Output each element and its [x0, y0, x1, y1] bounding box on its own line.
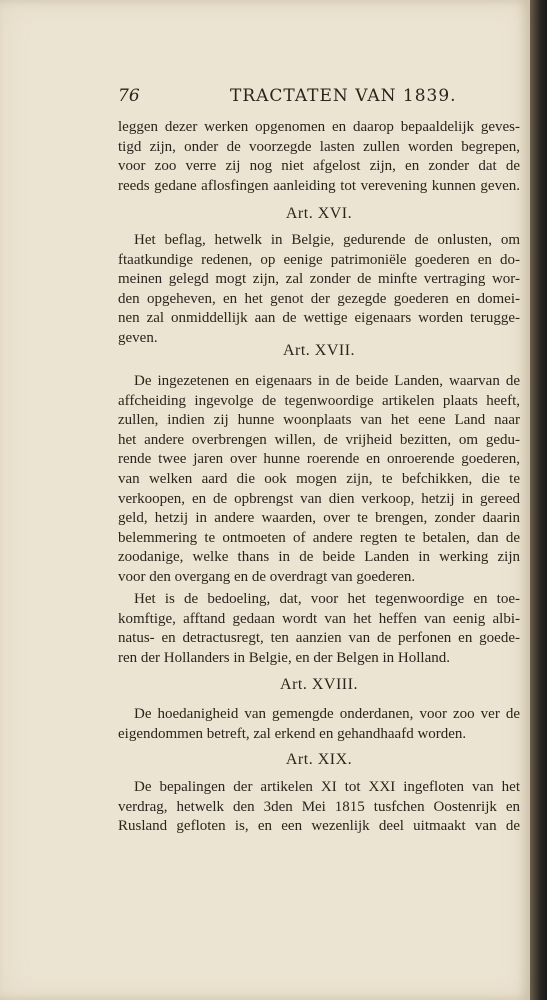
page-number: 76 [118, 86, 140, 106]
text-line: nen zal onmiddellijk aan de wettige eigenaars worden terugge- [118, 310, 520, 327]
paragraph-continuation [118, 118, 520, 196]
text-line: meinen gelegd mogt zijn, zal zonder de minfte vertraging wor- [118, 271, 520, 288]
text-line: voor zoo verre zij nog niet afgelost zijn, en zonder dat de [118, 158, 520, 175]
running-title: TRACTATEN VAN 1839. [230, 86, 457, 106]
text-line: affcheiding ingevolge de tegenwoordige artikelen plaats heeft, [118, 392, 520, 409]
article-18-text [118, 705, 520, 744]
text-line: Rusland gefloten is, en een wezenlijk deel uitmaakt van de [118, 818, 520, 835]
article-heading: Art. XVII. [282, 342, 356, 359]
text-line: komftige, afftand gedaan wordt van het heffen van eenig albi- [118, 610, 520, 627]
article-17-text [118, 372, 520, 588]
text-line: zoodanige, welke thans in de beide Landen in werking zijn [118, 549, 520, 566]
text-line: leggen dezer werken opgenomen en daarop bepaaldelijk geves- [118, 119, 520, 135]
text-line: natus- en detractusregt, ten aanzien van de perfonen en goede- [118, 630, 520, 647]
text-line: tigd zijn, onder de voorzegde lasten zullen worden begrepen, [118, 138, 520, 155]
article-17-text-2 [118, 590, 520, 668]
text-line: De hoedanigheid van gemengde onderdanen, voor zoo ver de [134, 706, 520, 722]
text-line: reeds gedane aflosfingen aanleiding tot verevening kunnen geven. [118, 177, 520, 194]
article-19-text [118, 778, 520, 837]
text-line: geven. [118, 329, 158, 346]
text-line: Het beflag, hetwelk in Belgie, gedurende de onlusten, om [134, 232, 520, 248]
text-line: De bepalingen der artikelen XI tot XXI ingefloten van het [134, 779, 520, 795]
text-line: van welken aard die ook mogen zijn, te befchikken, die te [118, 470, 520, 487]
article-heading: Art. XIX. [285, 751, 353, 768]
text-line: den opgeheven, en het genot der gezegde goederen en domei- [118, 290, 520, 307]
text-line: geld, hetzij in andere waarden, over te brengen, zonder daarin [118, 510, 520, 527]
text-line: Het is de bedoeling, dat, voor het tegenwoordige en toe- [134, 591, 520, 607]
text-line: verdrag, hetwelk den 3den Mei 1815 tusfchen Oostenrijk en [118, 798, 520, 815]
text-line: ren der Hollanders in Belgie, en der Belgen in Holland. [118, 649, 450, 666]
text-line: ftaatkundige redenen, op eenige patrimoniële goederen en do- [118, 251, 520, 268]
text-line: verkoopen, en de opbrengst van dien verkoop, hetzij in gereed [118, 490, 520, 507]
text-line: eigendommen betreft, zal erkend en gehandhaafd worden. [118, 725, 467, 742]
article-heading: Art. XVIII. [280, 676, 358, 693]
article-heading: Art. XVI. [285, 205, 353, 222]
text-line: rende twee jaren over hunne roerende en onroerende goederen, [118, 451, 520, 468]
text-line: belemmering te ontmoeten of andere regten te betalen, dan de [118, 529, 520, 546]
text-line: zullen, indien zij hunne woonplaats van het eene Land naar [118, 412, 520, 429]
article-16-text [118, 231, 520, 349]
text-line: voor den overgang en de overdragt van goederen. [118, 568, 416, 585]
text-line: De ingezetenen en eigenaars in de beide Landen, waarvan de [134, 373, 520, 389]
page-header [118, 80, 518, 110]
text-line: het andere overbrengen willen, de vrijheid bezitten, om gedu- [118, 431, 520, 448]
book-spine-edge [530, 0, 547, 1000]
